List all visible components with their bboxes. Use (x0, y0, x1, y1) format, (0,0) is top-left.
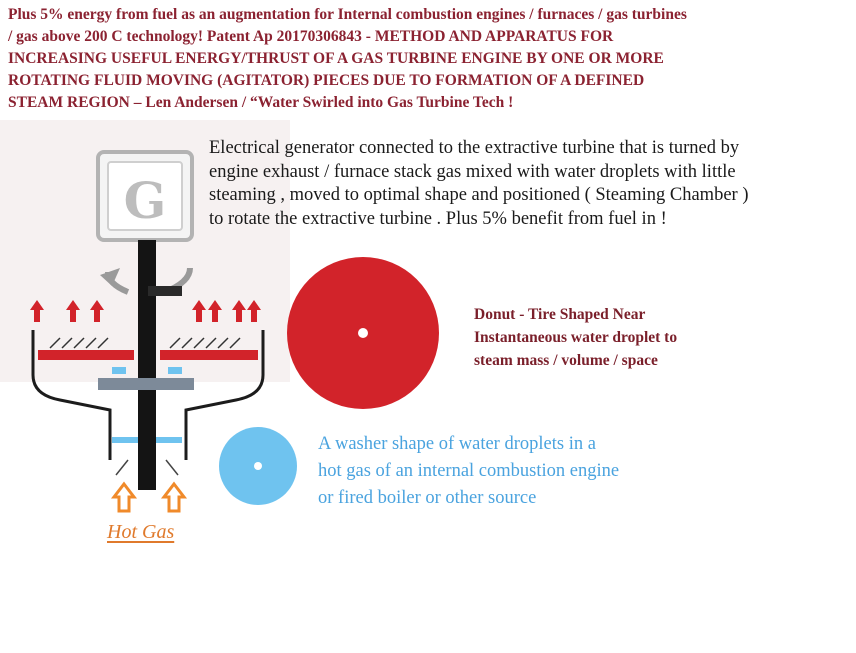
header-line: INCREASING USEFUL ENERGY/THRUST OF A GAS TURBINE ENGINE BY ONE OR MORE (8, 50, 664, 67)
donut-shape (287, 257, 439, 409)
donut-label-line: Instantaneous water droplet to (474, 329, 678, 346)
generator-letter: G (123, 171, 167, 230)
washer-shape (219, 427, 297, 505)
water-jet (112, 367, 126, 374)
water-jet (156, 437, 182, 443)
turbine-blade (148, 286, 182, 296)
hot-gas-label: Hot Gas (107, 521, 175, 543)
washer-label-line: or fired boiler or other source (318, 488, 537, 508)
washer-label-line: A washer shape of water droplets in a (318, 434, 596, 454)
washer-label (318, 431, 619, 512)
washer-label-line: hot gas of an internal combustion engine (318, 461, 620, 481)
hot-gas-arrow-icon (114, 484, 134, 511)
header-line: ROTATING FLUID MOVING (AGITATOR) PIECES DUE TO FORMATION OF A DEFINED (8, 72, 645, 89)
header-line: STEAM REGION – Len Andersen / “Water Swirled into Gas Turbine Tech ! (8, 94, 514, 111)
description-line: steaming , moved to optimal shape and positioned ( Steaming Chamber ) (209, 185, 749, 205)
description-line: Electrical generator connected to the extractive turbine that is turned by (209, 138, 740, 158)
turbine-plate-right (160, 350, 258, 360)
description-line: engine exhaust / furnace stack gas mixed with water droplets with little (209, 161, 736, 182)
generator-icon (98, 152, 192, 240)
header-line: Plus 5% energy from fuel as an augmentation for Internal combustion engines / furnaces / gas turbines (8, 6, 687, 23)
header-line: / gas above 200 C technology! Patent Ap 20170306843 - METHOD AND APPARATUS FOR (8, 28, 614, 45)
water-jet (112, 437, 138, 443)
donut-label-line: Donut - Tire Shaped Near (474, 306, 646, 323)
water-jet (168, 367, 182, 374)
donut-label (474, 303, 677, 372)
turbine-plate-left (38, 350, 134, 360)
description-text (209, 137, 819, 231)
donut-label-line: steam mass / volume / space (474, 352, 658, 369)
turbine-disc (98, 378, 194, 390)
description-line: to rotate the extractive turbine . Plus 5% benefit from fuel in ! (209, 208, 667, 229)
hot-gas-arrow-icon (164, 484, 184, 511)
turbine-shaft (138, 240, 156, 490)
